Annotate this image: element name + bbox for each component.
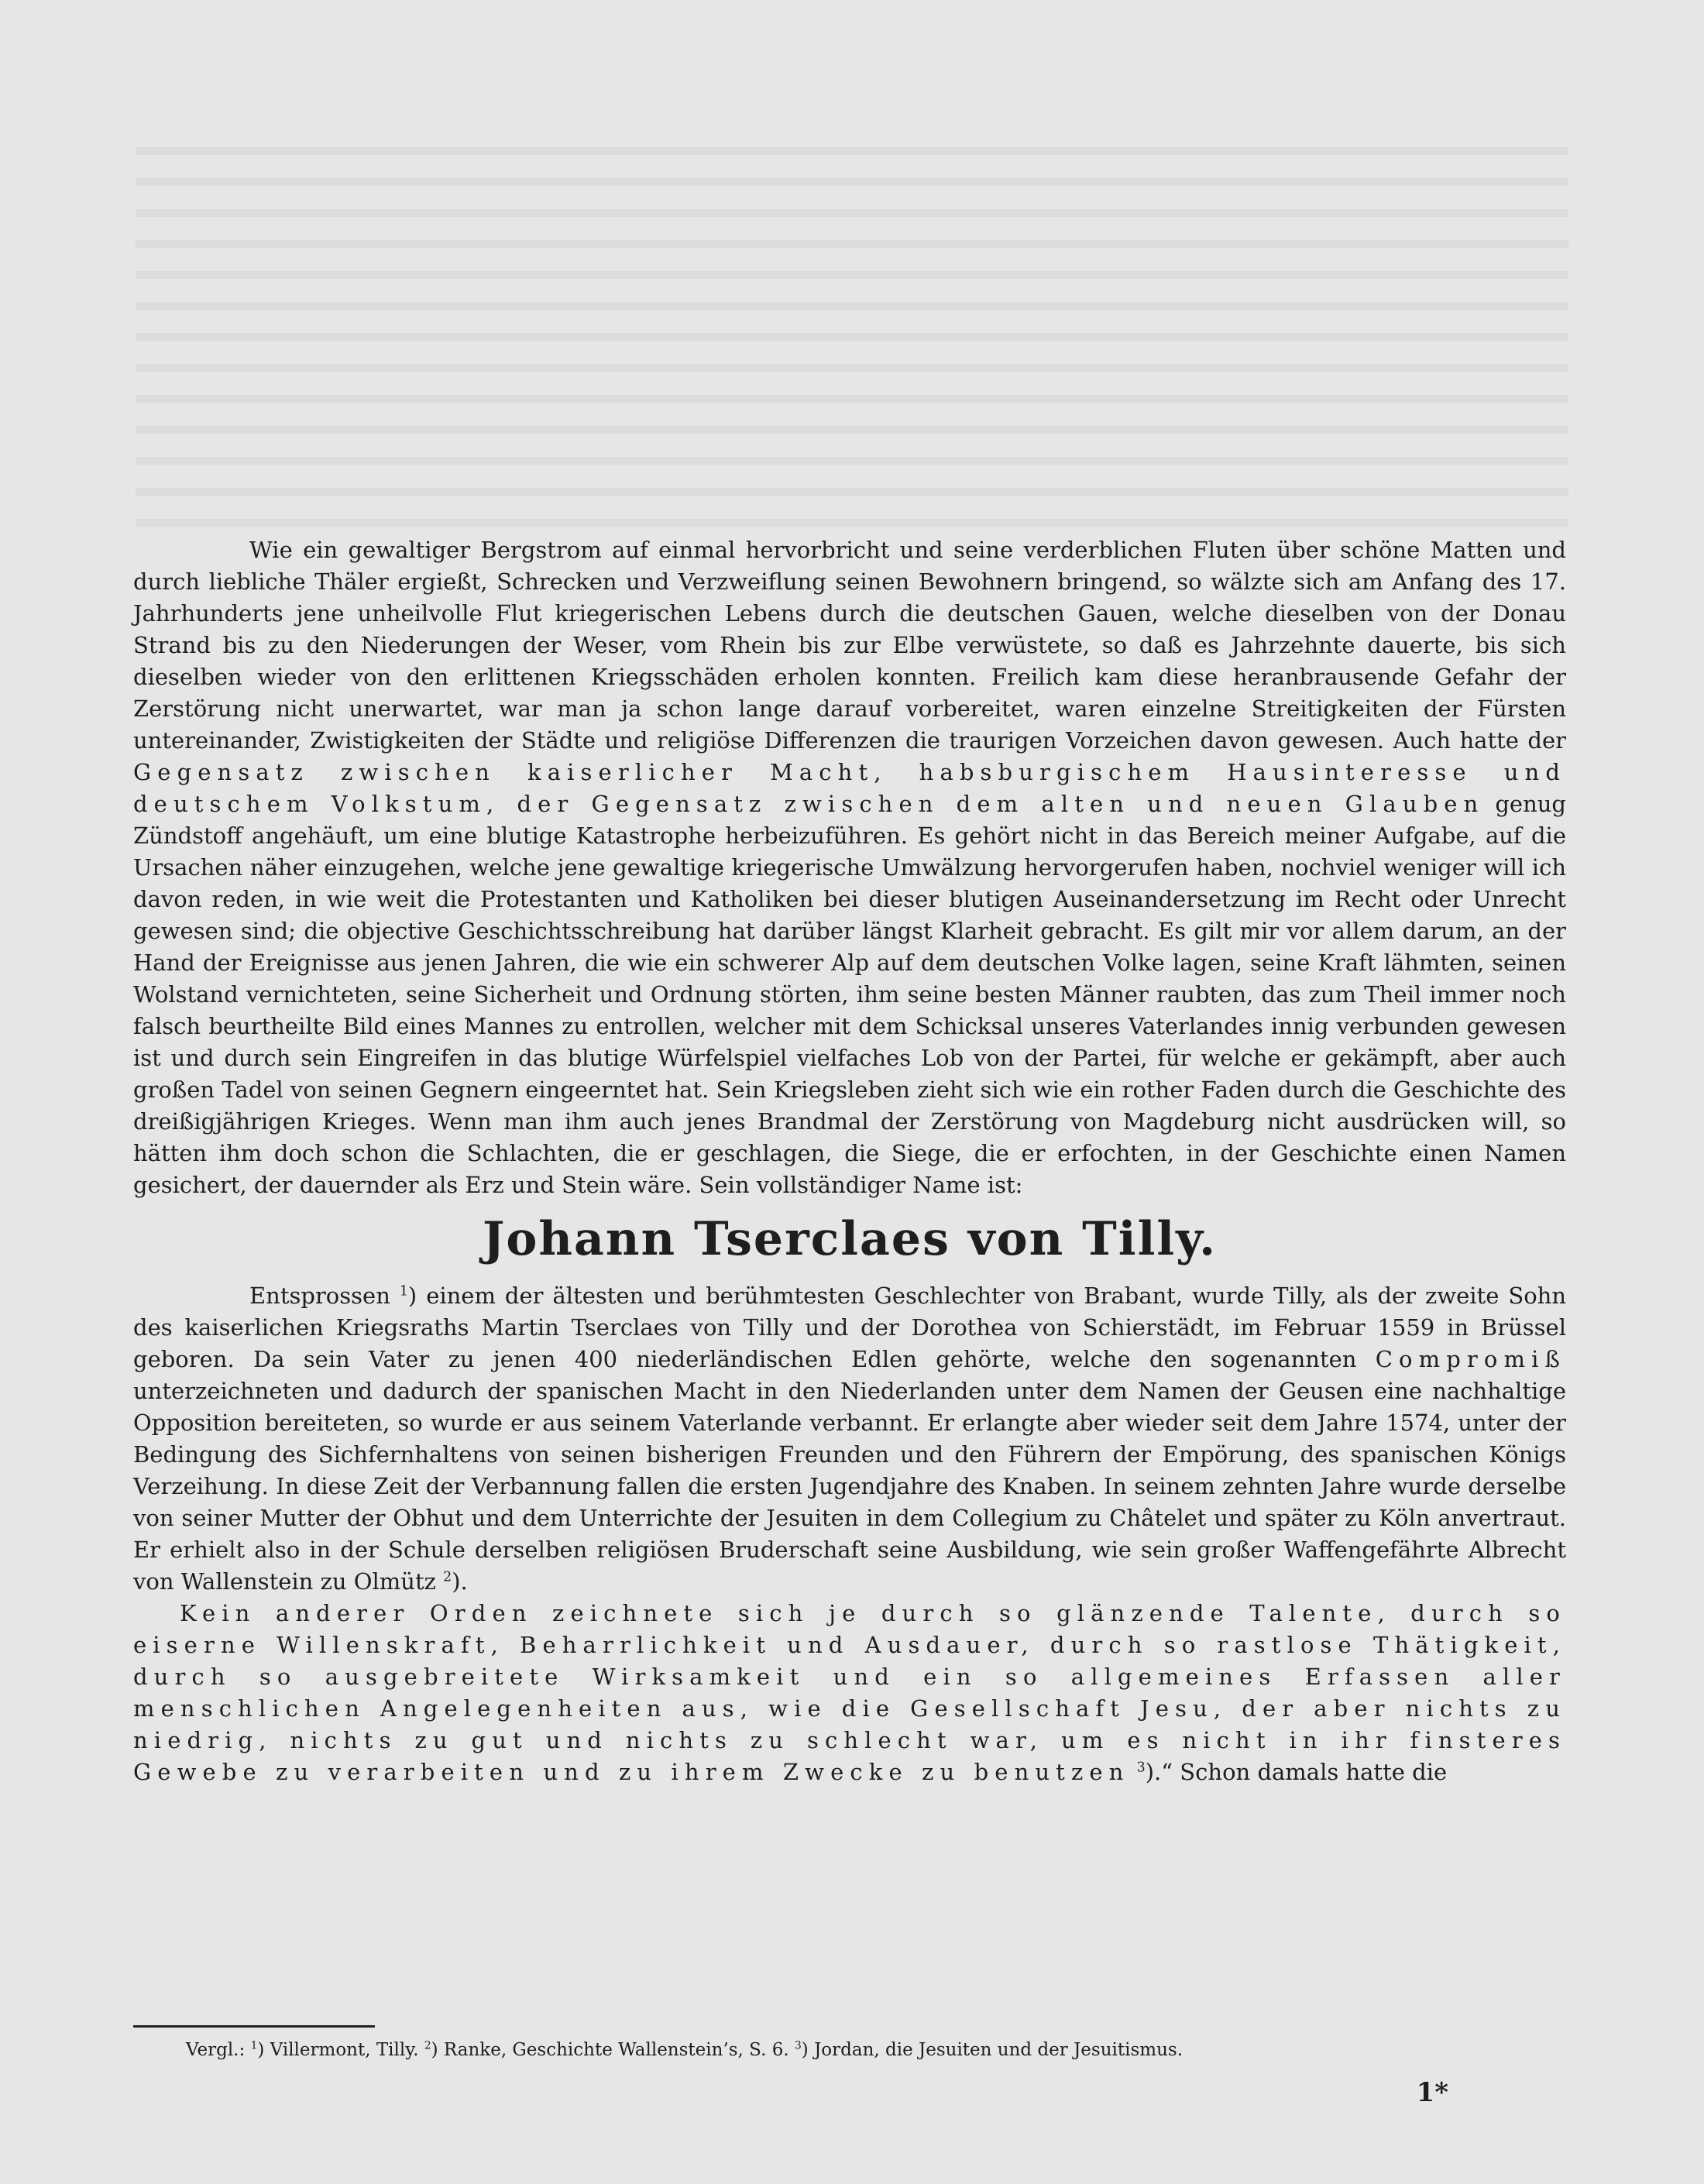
- footnote-3: ) Jordan, die Jesuiten und der Jesuitismus.: [801, 2040, 1184, 2060]
- spaced-emphasis: Compromiß: [1375, 1346, 1566, 1372]
- spaced-emphasis: Gegensatz zwischen kaiserlicher Macht, habsburgischem Hausinteresse und deutschem Volkstum, der Gegensatz zwischen dem alten und neuen Glauben: [133, 759, 1566, 817]
- footnote-mark-3: 3: [795, 2039, 802, 2052]
- footnote-ref-1: 1: [399, 1283, 408, 1300]
- footnote-ref-3: 3: [1136, 1760, 1146, 1776]
- bleed-through-texture: [136, 147, 1568, 534]
- body-text: [133, 534, 1566, 1788]
- page-number: 1*: [1416, 2077, 1448, 2108]
- chapter-title: Johann Tserclaes von Tilly.: [482, 1212, 1218, 1266]
- paragraph-biography: Entsprossen $^1$) einem der ältesten und berühmtesten Geschlechter von Brabant, wurde Tilly, als der zweite Sohn des kaiserlichen Kriegsraths Martin Tserclaes von Tilly und der Dorothea von Schierstädt, im Februar 1559 in Brüssel geboren. Da sein Vater zu jenen 400 niederländischen Edlen gehörte, welche den sogenannten Compromiß unterzeichneten und dadurch der spanischen Macht in den Niederlanden unter dem Namen der Geusen eine nachhaltige Opposition bereiteten, so wurde er aus seinem Vaterlande verbannt. Er erlangte aber wieder seit dem Jahre 1574, unter der Bedingung des Sichfernhaltens von seinen bisherigen Freunden und den Führern der Empörung, des spanischen Königs Verzeihung. In diese Zeit der Verbannung fallen die ersten Jugendjahre des Knaben. In seinem zehnten Jahre wurde derselbe von seiner Mutter der Obhut und dem Unterrichte der Jesuiten in dem Collegium zu Châtelet und später zu Köln anvertraut. Er erhielt also in der Schule derselben religiösen Bruderschaft seine Ausbildung, wie sein großer Waffengefährte Albrecht von Wallenstein zu Olmütz $^2$).: [133, 1283, 1567, 1595]
- spaced-quote: Kein anderer Orden zeichnete sich je durch so glänzende Talente, durch so eiserne Willenskraft, Beharrlichkeit und Ausdauer, durch so rastlose Thätigkeit, durch so ausgebreitete Wirksamkeit und ein so allgemeines Erfassen aller menschlichen Angelegenheiten aus, wie die Gesellschaft Jesu, der aber nichts zu niedrig, nichts zu gut und nichts zu schlecht war, um es nicht in ihr finsteres Gewebe zu verarbeiten und zu ihrem Zwecke zu benutzen: [133, 1600, 1566, 1785]
- footnote-ref-2: 2: [443, 1569, 452, 1585]
- footnote-2: ) Ranke, Geschichte Wallenstein’s, S. 6.: [431, 2040, 789, 2060]
- paragraph-quote: Kein anderer Orden zeichnete sich je durch so glänzende Talente, durch so eiserne Willenskraft, Beharrlichkeit und Ausdauer, durch so rastlose Thätigkeit, durch so ausgebreitete Wirksamkeit und ein so allgemeines Erfassen aller menschlichen Angelegenheiten aus, wie die Gesellschaft Jesu, der aber nichts zu niedrig, nichts zu gut und nichts zu schlecht war, um es nicht in ihr finsteres Gewebe zu verarbeiten und zu ihrem Zwecke zu benutzen $^3$).“ Schon damals hatte die: [133, 1600, 1566, 1785]
- footnote-1: ) Villermont, Tilly.: [257, 2040, 419, 2060]
- footnotes: Vergl.: $^1$) Villermont, Tilly. $^2$) Ranke, Geschichte Wallenstein’s, S. 6. $^3$) Jordan, die Jesuiten und der Jesuitismus.: [186, 2039, 1184, 2060]
- footnote-mark-1: 1: [250, 2039, 258, 2052]
- paragraph-introduction: Wie ein gewaltiger Bergstrom auf einmal hervorbricht und seine verderblichen Fluten über schöne Matten und durch liebliche Thäler ergießt, Schrecken und Verzweiflung seinen Bewohnern bringend, so wälzte sich am Anfang des 17. Jahrhunderts jene unheilvolle Flut kriegerischen Lebens durch die deutschen Gauen, welche dieselben von der Donau Strand bis zu den Niederungen der Weser, vom Rhein bis zur Elbe verwüstete, so daß es Jahrzehnte dauerte, bis sich dieselben wieder von den erlittenen Kriegsschäden erholen konnten. Freilich kam diese heranbrausende Gefahr der Zerstörung nicht unerwartet, war man ja schon lange darauf vorbereitet, waren einzelne Streitigkeiten der Fürsten untereinander, Zwistigkeiten der Städte und religiöse Differenzen die traurigen Vorzeichen davon gewesen. Auch hatte der Gegensatz zwischen kaiserlicher Macht, habsburgischem Hausinteresse und deutschem Volkstum, der Gegensatz zwischen dem alten und neuen Glauben genug Zündstoff angehäuft, um eine blutige Katastrophe herbeizuführen. Es gehört nicht in das Bereich meiner Aufgabe, auf die Ursachen näher einzugehen, welche jene gewaltige kriegerische Umwälzung hervorgerufen haben, nochviel weniger will ich davon reden, in wie weit die Protestanten und Katholiken bei dieser blutigen Auseinandersetzung im Recht oder Unrecht gewesen sind; die objective Geschichtsschreibung hat darüber längst Klarheit gebracht. Es gilt mir vor allem darum, an der Hand der Ereignisse aus jenen Jahren, die wie ein schwerer Alp auf dem deutschen Volke lagen, seine Kraft lähmten, seinen Wolstand vernichteten, seine Sicherheit und Ordnung störten, ihm seine besten Männer raubten, das zum Theil immer noch falsch beurtheilte Bild eines Mannes zu entrollen, welcher mit dem Schicksal unseres Vaterlandes innig verbunden gewesen ist und durch sein Eingreifen in das blutige Würfelspiel vielfaches Lob von der Partei, für welche er gekämpft, aber auch großen Tadel von seinen Gegnern eingeerntet hat. Sein Kriegsleben zieht sich wie ein rother Faden durch die Geschichte des dreißigjährigen Krieges. Wenn man ihm auch jenes Brandmal der Zerstörung von Magdeburg nicht ausdrücken will, so hätten ihm doch schon die Schlachten, die er geschlagen, die Siege, die er erfochten, in der Geschichte einen Namen gesichert, der dauernder als Erz und Stein wäre. Sein vollständiger Name ist:: [133, 537, 1566, 1198]
- footnote-rule: [133, 2025, 375, 2028]
- footnote-mark-2: 2: [424, 2039, 431, 2052]
